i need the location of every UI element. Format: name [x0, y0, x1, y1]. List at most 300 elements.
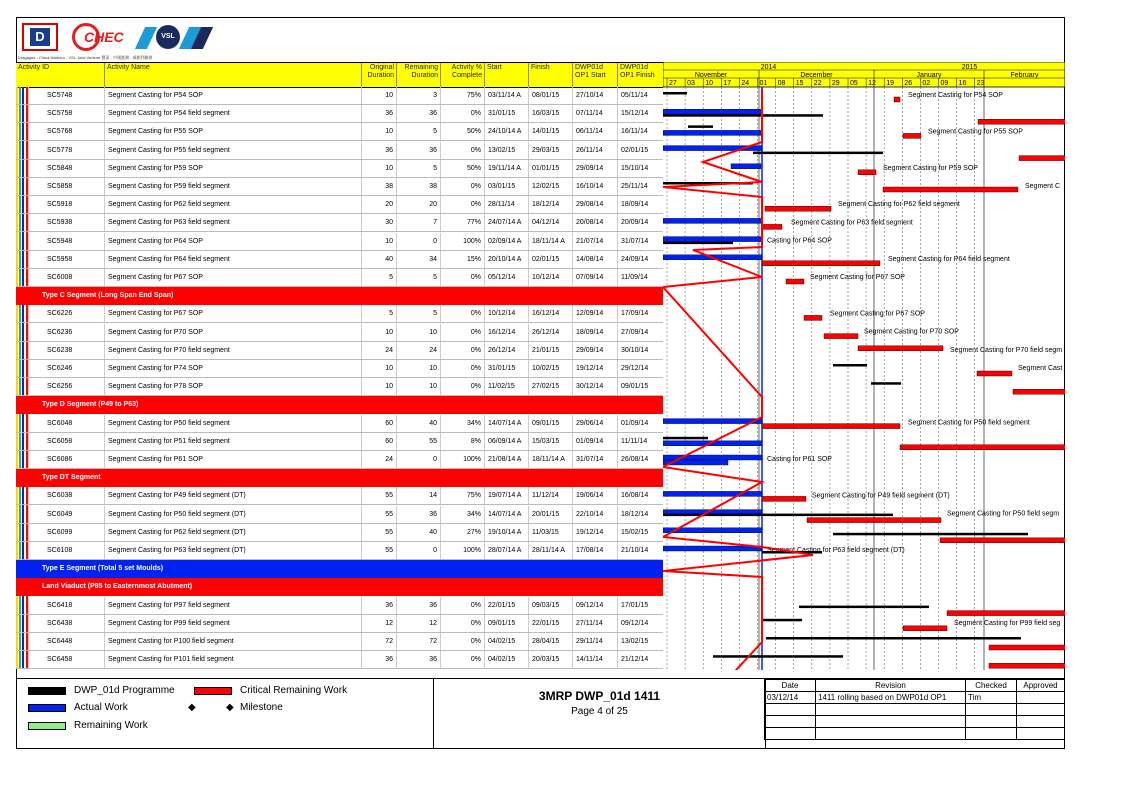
activity-id-cell: SC6246	[28, 360, 104, 377]
percent-complete-cell: 0%	[440, 360, 484, 377]
activity-id-cell: SC6458	[28, 651, 104, 668]
critical-bar	[762, 496, 806, 501]
start-date-cell: 31/01/15	[484, 105, 528, 122]
critical-bar	[824, 334, 858, 339]
vsl-logo	[140, 23, 204, 51]
finish-date-cell: 18/11/14 A	[528, 451, 572, 468]
op1-finish-cell: 27/09/14	[617, 324, 663, 341]
day-tick-label: 22	[813, 80, 822, 87]
critical-bar	[786, 279, 804, 284]
op1-finish-cell: 01/09/14	[617, 415, 663, 432]
percent-complete-cell: 0%	[440, 342, 484, 359]
wbs-band-row[interactable]	[16, 578, 663, 596]
op1-start-cell: 06/11/14	[572, 123, 617, 140]
op1-start-cell: 14/08/14	[572, 251, 617, 268]
op1-finish-cell: 25/11/14	[617, 178, 663, 195]
actual-bar	[663, 546, 762, 551]
wbs-band-label: Type C Segment (Long Span End Span)	[42, 292, 174, 300]
original-duration-cell: 36	[361, 597, 396, 614]
percent-complete-cell: 50%	[440, 160, 484, 177]
col-activity-pct[interactable]: Activity % Complete	[440, 63, 484, 87]
op1-finish-cell: 21/10/14	[617, 542, 663, 559]
finish-date-cell: 28/04/15	[528, 633, 572, 650]
op1-finish-cell: 11/09/14	[617, 269, 663, 286]
original-duration-cell: 10	[361, 360, 396, 377]
start-date-cell: 06/09/14 A	[484, 433, 528, 450]
percent-complete-cell: 0%	[440, 324, 484, 341]
programme-bar	[799, 606, 929, 609]
bar-label: Segment Casting for P99 field seg	[954, 619, 1061, 627]
finish-date-cell: 29/03/15	[528, 142, 572, 159]
op1-start-cell: 29/08/14	[572, 196, 617, 213]
op1-finish-cell: 30/10/14	[617, 342, 663, 359]
op1-finish-cell: 15/12/14	[617, 105, 663, 122]
original-duration-cell: 55	[361, 506, 396, 523]
original-duration-cell: 24	[361, 342, 396, 359]
percent-complete-cell: 0%	[440, 142, 484, 159]
start-date-cell: 05/12/14	[484, 269, 528, 286]
critical-bar	[947, 611, 1065, 616]
op1-start-cell: 30/12/14	[572, 378, 617, 395]
table-row[interactable]	[16, 305, 663, 323]
activity-name-cell: Segment Casting for P59 field segment	[104, 178, 361, 195]
start-date-cell: 19/10/14 A	[484, 524, 528, 541]
critical-bar	[762, 261, 880, 266]
table-row[interactable]	[16, 105, 663, 123]
percent-complete-cell: 0%	[440, 651, 484, 668]
remaining-duration-cell: 7	[396, 214, 440, 231]
remaining-duration-cell: 5	[396, 269, 440, 286]
wbs-band-row[interactable]	[16, 469, 663, 487]
start-date-cell: 04/02/15	[484, 651, 528, 668]
original-duration-cell: 38	[361, 178, 396, 195]
start-date-cell: 20/10/14 A	[484, 251, 528, 268]
table-row[interactable]	[16, 433, 663, 451]
op1-start-cell: 19/12/14	[572, 524, 617, 541]
original-duration-cell: 36	[361, 651, 396, 668]
programme-bar	[753, 152, 883, 155]
critical-bar	[903, 626, 947, 631]
rev-date: 03/12/14	[765, 692, 816, 704]
table-row[interactable]	[16, 342, 663, 360]
op1-start-cell: 29/06/14	[572, 415, 617, 432]
remaining-duration-cell: 36	[396, 651, 440, 668]
start-date-cell: 03/11/14 A	[484, 87, 528, 104]
original-duration-cell: 30	[361, 214, 396, 231]
programme-bar	[833, 533, 1028, 536]
original-duration-cell: 60	[361, 415, 396, 432]
milestone-icon: ◆	[188, 702, 196, 713]
table-row[interactable]	[16, 524, 663, 542]
activity-name-cell: Segment Casting for P74 SOP	[104, 360, 361, 377]
finish-date-cell: 10/12/14	[528, 269, 572, 286]
remaining-duration-cell: 3	[396, 87, 440, 104]
wbs-band-row[interactable]	[16, 287, 663, 305]
programme-bar	[663, 92, 687, 95]
table-row[interactable]	[16, 123, 663, 141]
activity-name-cell: Segment Casting for P99 field segment	[104, 615, 361, 632]
op1-finish-cell: 15/02/15	[617, 524, 663, 541]
finish-date-cell: 22/01/15	[528, 615, 572, 632]
table-row[interactable]	[16, 196, 663, 214]
table-row[interactable]	[16, 415, 663, 433]
table-row[interactable]	[16, 87, 663, 105]
col-start[interactable]: Start	[484, 63, 528, 87]
wbs-band-label: Land Viaduct (P85 to Easternmost Abutment)	[42, 583, 193, 591]
remaining-duration-cell: 36	[396, 142, 440, 159]
legend-programme: DWP_01d Programme	[74, 685, 175, 696]
activity-id-cell: SC6256	[28, 378, 104, 395]
activity-id-cell: SC5948	[28, 233, 104, 250]
original-duration-cell: 40	[361, 251, 396, 268]
op1-start-cell: 17/08/14	[572, 542, 617, 559]
activity-id-cell: SC6236	[28, 324, 104, 341]
op1-start-cell: 31/07/14	[572, 451, 617, 468]
start-date-cell: 14/07/14 A	[484, 415, 528, 432]
table-row[interactable]	[16, 542, 663, 560]
op1-finish-cell: 18/12/14	[617, 506, 663, 523]
start-date-cell: 22/01/15	[484, 597, 528, 614]
programme-bar	[663, 437, 708, 440]
activity-name-cell: Segment Casting for P64 field segment	[104, 251, 361, 268]
remaining-swatch	[28, 722, 66, 730]
finish-date-cell: 10/02/15	[528, 360, 572, 377]
month-label: December	[800, 72, 833, 79]
day-tick-label: 17	[723, 80, 732, 87]
finish-date-cell: 01/01/15	[528, 160, 572, 177]
critical-bar	[762, 224, 782, 229]
finish-date-cell: 16/12/14	[528, 305, 572, 322]
percent-complete-cell: 0%	[440, 305, 484, 322]
critical-bar	[807, 518, 941, 523]
table-row[interactable]	[16, 324, 663, 342]
original-duration-cell: 10	[361, 324, 396, 341]
op1-start-cell: 29/11/14	[572, 633, 617, 650]
critical-bar	[858, 170, 876, 175]
finish-date-cell: 28/11/14 A	[528, 542, 572, 559]
programme-bar	[766, 637, 1021, 640]
start-date-cell: 04/02/15	[484, 633, 528, 650]
table-row[interactable]	[16, 360, 663, 378]
finish-date-cell: 15/03/15	[528, 433, 572, 450]
bar-label: Segment Casting for P64 field segment	[888, 255, 1010, 263]
critical-bar	[940, 538, 1065, 543]
actual-bar	[663, 130, 762, 135]
original-duration-cell: 10	[361, 87, 396, 104]
bar-label: Segment Casting for P49 field segment (DT)	[812, 492, 950, 500]
col-op1-start[interactable]: DWP01d OP1 Start	[572, 63, 617, 87]
bar-label: Segment Casting for P67 SOP	[810, 274, 905, 281]
percent-complete-cell: 75%	[440, 87, 484, 104]
original-duration-cell: 55	[361, 487, 396, 504]
percent-complete-cell: 100%	[440, 233, 484, 250]
op1-start-cell: 01/09/14	[572, 433, 617, 450]
op1-finish-cell: 13/02/15	[617, 633, 663, 650]
remaining-duration-cell: 0	[396, 233, 440, 250]
op1-start-cell: 07/09/14	[572, 269, 617, 286]
col-remaining-duration[interactable]: Remaining Duration	[396, 63, 440, 87]
op1-finish-cell: 09/01/15	[617, 378, 663, 395]
programme-bar	[663, 242, 733, 245]
table-row[interactable]	[16, 506, 663, 524]
month-label: January	[916, 72, 942, 79]
bar-label: Casting for P61 SOP	[767, 456, 832, 463]
legend-block	[16, 678, 1065, 750]
critical-bar	[1013, 389, 1065, 394]
activity-name-cell: Segment Casting for P54 field segment	[104, 105, 361, 122]
activity-id-cell: SC5748	[28, 87, 104, 104]
percent-complete-cell: 27%	[440, 524, 484, 541]
remaining-duration-cell: 40	[396, 415, 440, 432]
table-row[interactable]	[16, 451, 663, 469]
percent-complete-cell: 34%	[440, 415, 484, 432]
table-row[interactable]	[16, 633, 663, 651]
activity-name-cell: Segment Casting for P62 field segment	[104, 196, 361, 213]
activity-id-cell: SC5958	[28, 251, 104, 268]
start-date-cell: 03/01/15	[484, 178, 528, 195]
start-date-cell: 19/11/14 A	[484, 160, 528, 177]
day-tick-label: 08	[777, 80, 786, 87]
original-duration-cell: 10	[361, 233, 396, 250]
rev-header-revision: Revision	[816, 680, 966, 692]
activity-id-cell: SC6086	[28, 451, 104, 468]
remaining-duration-cell: 14	[396, 487, 440, 504]
original-duration-cell: 24	[361, 451, 396, 468]
activity-id-cell: SC6058	[28, 433, 104, 450]
day-tick-label: 23	[976, 80, 985, 87]
col-activity-id[interactable]: Activity ID	[18, 64, 50, 71]
op1-start-cell: 18/09/14	[572, 324, 617, 341]
finish-date-cell: 04/12/14	[528, 214, 572, 231]
percent-complete-cell: 0%	[440, 597, 484, 614]
day-tick-label: 24	[741, 80, 750, 87]
col-op1-finish[interactable]: DWP01d OP1 Finish	[617, 63, 663, 87]
op1-start-cell: 20/08/14	[572, 214, 617, 231]
finish-date-cell: 14/01/15	[528, 123, 572, 140]
activity-name-cell: Segment Casting for P67 SOP	[104, 269, 361, 286]
start-date-cell: 28/07/14 A	[484, 542, 528, 559]
table-row[interactable]	[16, 214, 663, 232]
vsl-stripe	[135, 27, 157, 49]
activity-name-cell: Segment Casting for P51 field segment	[104, 433, 361, 450]
remaining-duration-cell: 10	[396, 360, 440, 377]
remaining-duration-cell: 72	[396, 633, 440, 650]
op1-start-cell: 09/12/14	[572, 597, 617, 614]
logo-bar	[18, 19, 658, 63]
percent-complete-cell: 50%	[440, 123, 484, 140]
activity-id-cell: SC6099	[28, 524, 104, 541]
finish-date-cell: 26/12/14	[528, 324, 572, 341]
year-label: 2015	[961, 64, 978, 71]
activity-name-cell: Segment Casting for P64 SOP	[104, 233, 361, 250]
day-tick-label: 05	[850, 80, 858, 87]
bar-label: Segment Casting for P63 field segment	[791, 219, 913, 227]
remaining-duration-cell: 10	[396, 378, 440, 395]
table-row[interactable]	[16, 378, 663, 396]
table-row[interactable]	[16, 142, 663, 160]
activity-id-cell: SC6108	[28, 542, 104, 559]
op1-start-cell: 26/11/14	[572, 142, 617, 159]
finish-date-cell: 12/02/15	[528, 178, 572, 195]
table-row[interactable]	[16, 615, 663, 633]
programme-bar	[713, 655, 843, 658]
rev-header-checked: Checked	[966, 680, 1017, 692]
month-label: November	[694, 72, 728, 79]
critical-bar	[1019, 156, 1065, 161]
activity-name-cell: Segment Casting for P49 field segment (DT)	[104, 487, 361, 504]
activity-name-cell: Segment Casting for P63 field segment (DT)	[104, 542, 361, 559]
table-row[interactable]	[16, 233, 663, 251]
col-activity-name[interactable]: Activity Name	[104, 63, 361, 87]
legend-critical: Critical Remaining Work	[240, 685, 348, 696]
original-duration-cell: 10	[361, 378, 396, 395]
remaining-duration-cell: 12	[396, 615, 440, 632]
activity-id-cell: SC5768	[28, 123, 104, 140]
actual-bar	[663, 109, 762, 114]
activity-name-cell: Segment Casting for P78 SOP	[104, 378, 361, 395]
remaining-duration-cell: 5	[396, 123, 440, 140]
remaining-duration-cell: 24	[396, 342, 440, 359]
op1-finish-cell: 02/01/15	[617, 142, 663, 159]
remaining-duration-cell: 40	[396, 524, 440, 541]
programme-bar	[762, 619, 802, 622]
original-duration-cell: 20	[361, 196, 396, 213]
remaining-duration-cell: 55	[396, 433, 440, 450]
activity-name-cell: Segment Casting for P54 SOP	[104, 87, 361, 104]
bar-label: Segment Casting for P59 SOP	[883, 164, 978, 172]
gantt-chart	[663, 62, 1065, 670]
actual-bar	[731, 164, 761, 169]
activity-id-cell: SC5938	[28, 214, 104, 231]
wbs-band-row[interactable]	[16, 396, 663, 414]
critical-bar	[858, 346, 943, 351]
percent-complete-cell: 15%	[440, 251, 484, 268]
critical-bar	[989, 645, 1065, 650]
table-header	[16, 62, 663, 88]
remaining-duration-cell: 36	[396, 105, 440, 122]
op1-finish-cell: 11/11/14	[617, 433, 663, 450]
original-duration-cell: 60	[361, 433, 396, 450]
activity-id-cell: SC6049	[28, 506, 104, 523]
original-duration-cell: 72	[361, 633, 396, 650]
day-tick-label: 03	[687, 80, 695, 87]
start-date-cell: 19/07/14 A	[484, 487, 528, 504]
start-date-cell: 10/12/14	[484, 305, 528, 322]
start-date-cell: 02/09/14 A	[484, 233, 528, 250]
activity-name-cell: Segment Casting for P70 SOP	[104, 324, 361, 341]
finish-date-cell: 11/12/14	[528, 487, 572, 504]
percent-complete-cell: 100%	[440, 451, 484, 468]
table-row[interactable]	[16, 178, 663, 196]
table-row[interactable]	[16, 651, 663, 669]
col-original-duration[interactable]: Original Duration	[361, 63, 396, 87]
activity-name-cell: Segment Casting for P61 SOP	[104, 451, 361, 468]
remaining-duration-cell: 0	[396, 542, 440, 559]
programme-bar	[663, 114, 823, 117]
activity-name-cell: Segment Casting for P63 field segment	[104, 214, 361, 231]
original-duration-cell: 36	[361, 142, 396, 159]
critical-bar	[765, 206, 831, 211]
table-row[interactable]	[16, 160, 663, 178]
critical-bar	[977, 371, 1012, 376]
finish-date-cell: 27/02/15	[528, 378, 572, 395]
wbs-band-row[interactable]	[16, 560, 663, 578]
day-tick-label: 26	[904, 80, 913, 87]
dragages-logo	[22, 23, 58, 51]
start-date-cell: 24/07/14 A	[484, 214, 528, 231]
table-row[interactable]	[16, 251, 663, 269]
legend-actual: Actual Work	[74, 702, 128, 713]
activity-id-cell: SC6238	[28, 342, 104, 359]
day-tick-label: 29	[831, 80, 840, 87]
activity-id-cell: SC5848	[28, 160, 104, 177]
op1-finish-cell: 17/09/14	[617, 305, 663, 322]
remaining-duration-cell: 36	[396, 597, 440, 614]
remaining-duration-cell: 5	[396, 305, 440, 322]
original-duration-cell: 12	[361, 615, 396, 632]
activity-id-cell: SC5858	[28, 178, 104, 195]
actual-bar	[663, 491, 762, 496]
op1-finish-cell: 20/09/14	[617, 214, 663, 231]
activity-id-cell: SC6038	[28, 487, 104, 504]
op1-finish-cell: 26/08/14	[617, 451, 663, 468]
table-row[interactable]	[16, 269, 663, 287]
original-duration-cell: 10	[361, 160, 396, 177]
activity-id-cell: SC5918	[28, 196, 104, 213]
legend-remaining: Remaining Work	[74, 720, 148, 731]
chec-logo-text: CHEC	[84, 29, 124, 45]
op1-finish-cell: 21/12/14	[617, 651, 663, 668]
activity-id-cell: SC6226	[28, 305, 104, 322]
original-duration-cell: 55	[361, 542, 396, 559]
finish-date-cell: 11/03/15	[528, 524, 572, 541]
percent-complete-cell: 0%	[440, 196, 484, 213]
table-row[interactable]	[16, 487, 663, 505]
critical-bar	[978, 119, 1065, 124]
vsl-logo-text: VSL	[156, 25, 180, 49]
activity-id-cell: SC6008	[28, 269, 104, 286]
op1-start-cell: 14/11/14	[572, 651, 617, 668]
jv-caption: Dragages - China Harbour - VSL Joint Venture 寶嘉 - 中國港灣 - 威勝利聯營	[18, 55, 153, 60]
start-date-cell: 16/12/14	[484, 324, 528, 341]
original-duration-cell: 5	[361, 305, 396, 322]
op1-finish-cell: 09/12/14	[617, 615, 663, 632]
remaining-duration-cell: 36	[396, 506, 440, 523]
bar-label: Segment Casting for P70 field segm	[950, 346, 1063, 354]
month-label: February	[1010, 72, 1039, 79]
start-date-cell: 31/01/15	[484, 360, 528, 377]
programme-bar	[871, 382, 901, 385]
start-date-cell: 09/01/15	[484, 615, 528, 632]
op1-finish-cell: 17/01/15	[617, 597, 663, 614]
op1-start-cell: 27/11/14	[572, 615, 617, 632]
op1-start-cell: 29/09/14	[572, 342, 617, 359]
activity-name-cell: Segment Casting for P55 field segment	[104, 142, 361, 159]
day-tick-label: 10	[705, 80, 713, 87]
op1-finish-cell: 31/07/14	[617, 233, 663, 250]
activity-name-cell: Segment Casting for P59 SOP	[104, 160, 361, 177]
activity-name-cell: Segment Casting for P70 field segment	[104, 342, 361, 359]
col-finish[interactable]: Finish	[528, 63, 572, 87]
op1-start-cell: 27/10/14	[572, 87, 617, 104]
finish-date-cell: 09/01/15	[528, 415, 572, 432]
legend-milestone: Milestone	[240, 702, 283, 713]
bar-label: Segment Casting for P63 field segment (DT)	[767, 547, 905, 554]
finish-date-cell: 16/03/15	[528, 105, 572, 122]
table-row[interactable]	[16, 597, 663, 615]
op1-start-cell: 19/12/14	[572, 360, 617, 377]
percent-complete-cell: 8%	[440, 433, 484, 450]
